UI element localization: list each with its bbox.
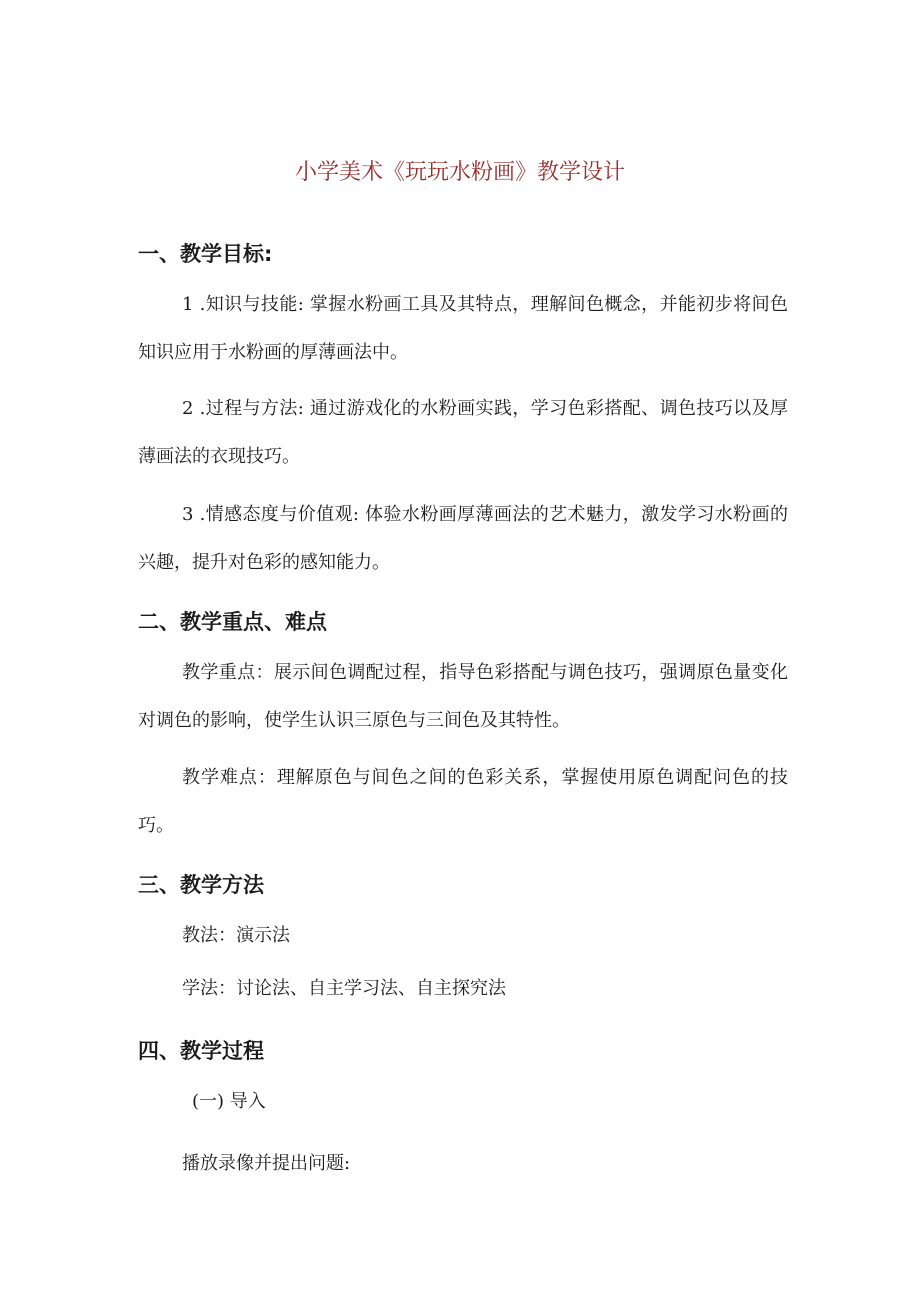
section-heading-methods: 三、教学方法 bbox=[138, 873, 264, 897]
paragraph-knowledge-skills: 1 .知识与技能: 掌握水粉画工具及其特点，理解间色概念，并能初步将间色知识应用于水粉画的厚薄画法中。 bbox=[138, 294, 788, 363]
paragraph-key-point: 教学重点：展示间色调配过程，指导色彩搭配与调色技巧，强调原色量变化对调色的影响，使学生认识三原色与三间色及其特性。 bbox=[138, 662, 788, 731]
section-heading-key-points: 二、教学重点、难点 bbox=[138, 610, 327, 634]
section-heading-process: 四、教学过程 bbox=[138, 1039, 264, 1063]
paragraph-difficulty: 教学难点：理解原色与间色之间的色彩关系，掌握使用原色调配问色的技巧。 bbox=[138, 767, 788, 836]
paragraph-process-method: 2 .过程与方法: 通过游戏化的水粉画实践，学习色彩搭配、调色技巧以及厚薄画法的衣现技巧。 bbox=[138, 398, 788, 467]
section-heading-objectives: 一、教学目标: bbox=[138, 242, 273, 266]
subheading-introduction: (一) 导入 bbox=[192, 1091, 266, 1112]
teaching-method-line: 教法：演示法 bbox=[182, 925, 290, 946]
document-title: 小学美术《玩玩水粉画》教学设计 bbox=[294, 160, 625, 185]
intro-line: 播放录像并提出问题: bbox=[182, 1153, 351, 1174]
paragraph-attitude-values: 3 .情感态度与价值观: 体验水粉画厚薄画法的艺术魅力，激发学习水粉画的兴趣，提升对色彩的感知能力。 bbox=[138, 504, 788, 573]
learning-method-line: 学法：讨论法、自主学习法、自主探究法 bbox=[182, 978, 506, 999]
